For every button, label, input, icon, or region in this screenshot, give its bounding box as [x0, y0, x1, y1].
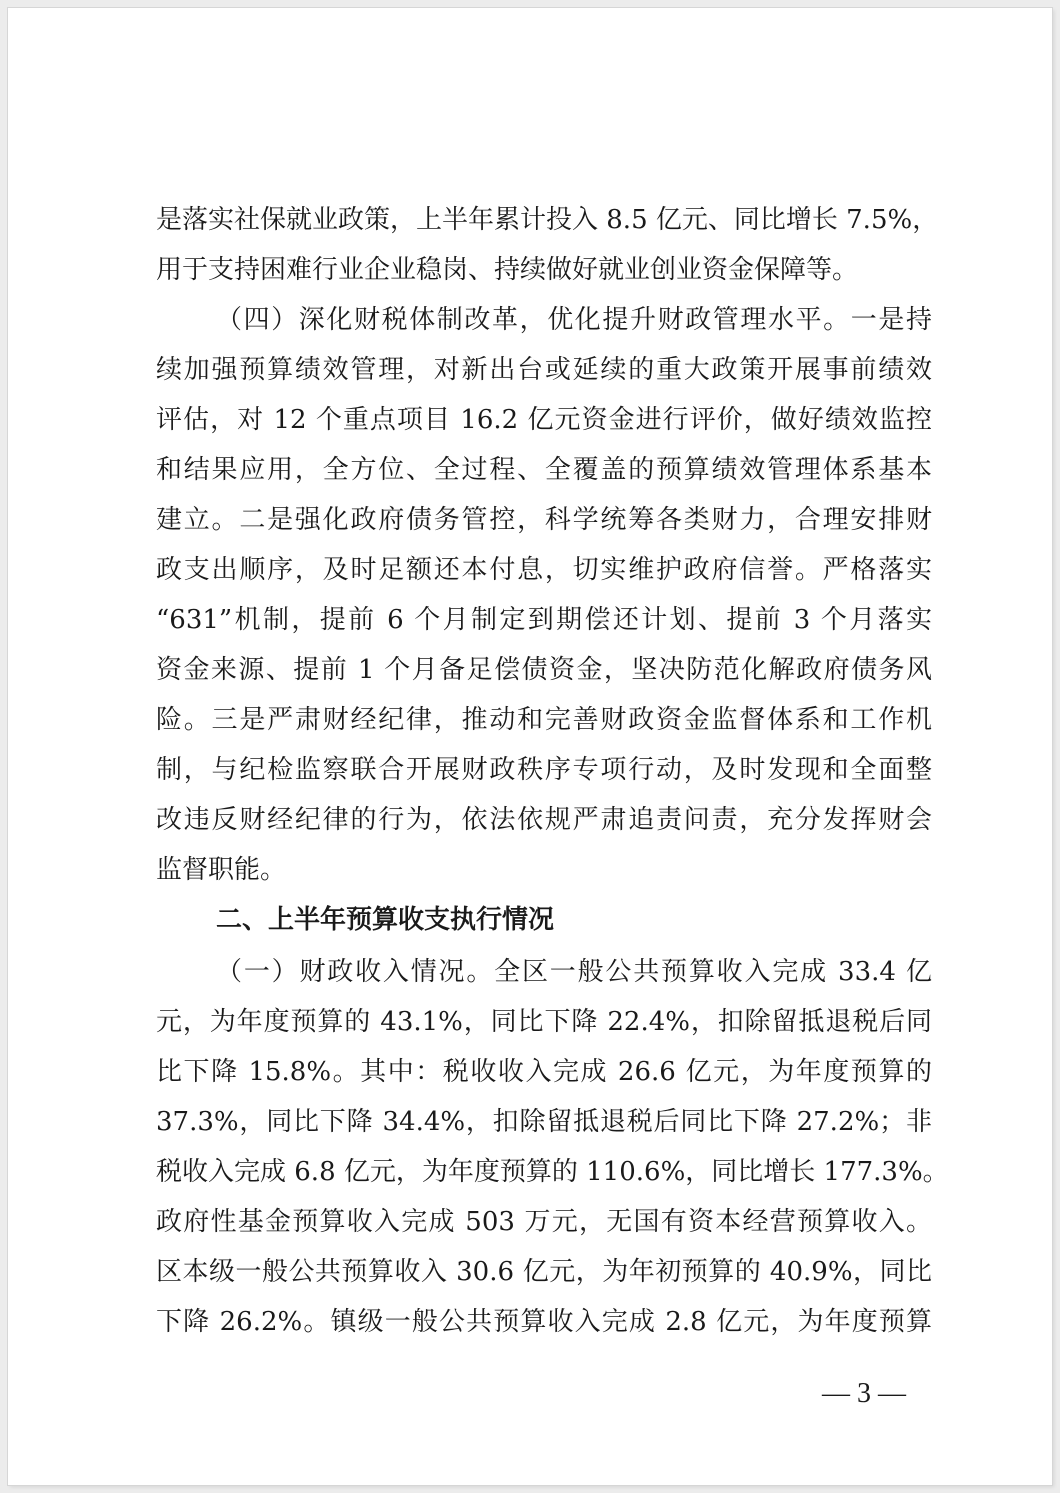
text-line: 险。三是严肃财经纪律，推动和完善财政资金监督体系和工作机 [156, 705, 932, 735]
text-line: 税收入完成 6.8 亿元，为年度预算的 110.6%，同比增长 177.3%。 [156, 1157, 949, 1187]
text-line: “631”机制，提前 6 个月制定到期偿还计划、提前 3 个月落实 [156, 605, 932, 635]
text-line: 建立。二是强化政府债务管控，科学统筹各类财力，合理安排财 [156, 505, 932, 535]
section-heading: 二、上半年预算收支执行情况 [216, 905, 555, 935]
text-line: 资金来源、提前 1 个月备足偿债资金，坚决防范化解政府债务风 [156, 655, 932, 685]
text-line: 37.3%，同比下降 34.4%，扣除留抵退税后同比下降 27.2%；非 [156, 1107, 932, 1137]
text-line: 元，为年度预算的 43.1%，同比下降 22.4%，扣除留抵退税后同 [156, 1007, 932, 1037]
text-line: 下降 26.2%。镇级一般公共预算收入完成 2.8 亿元，为年度预算 [156, 1307, 932, 1337]
text-line: 改违反财经纪律的行为，依法依规严肃追责问责，充分发挥财会 [156, 805, 932, 835]
text-line: 用于支持困难行业企业稳岗、持续做好就业创业资金保障等。 [156, 255, 859, 285]
text-line: （一）财政收入情况。全区一般公共预算收入完成 33.4 亿 [216, 957, 932, 987]
text-line: 政支出顺序，及时足额还本付息，切实维护政府信誉。严格落实 [156, 555, 932, 585]
text-line: 区本级一般公共预算收入 30.6 亿元，为年初预算的 40.9%，同比 [156, 1257, 932, 1287]
text-line: （四）深化财税体制改革，优化提升财政管理水平。一是持 [216, 305, 932, 335]
text-line: 比下降 15.8%。其中：税收收入完成 26.6 亿元，为年度预算的 [156, 1057, 932, 1087]
page-number: — 3 — [822, 1378, 906, 1409]
text-line: 政府性基金预算收入完成 503 万元，无国有资本经营预算收入。 [156, 1207, 932, 1237]
text-line: 制，与纪检监察联合开展财政秩序专项行动，及时发现和全面整 [156, 755, 932, 785]
document-page [8, 8, 1052, 1485]
text-line: 续加强预算绩效管理，对新出台或延续的重大政策开展事前绩效 [156, 355, 932, 385]
text-line: 监督职能。 [156, 855, 287, 885]
text-line: 和结果应用，全方位、全过程、全覆盖的预算绩效管理体系基本 [156, 455, 932, 485]
text-line: 评估，对 12 个重点项目 16.2 亿元资金进行评价，做好绩效监控 [156, 405, 932, 435]
text-line: 是落实社保就业政策，上半年累计投入 8.5 亿元、同比增长 7.5%， [156, 205, 939, 235]
